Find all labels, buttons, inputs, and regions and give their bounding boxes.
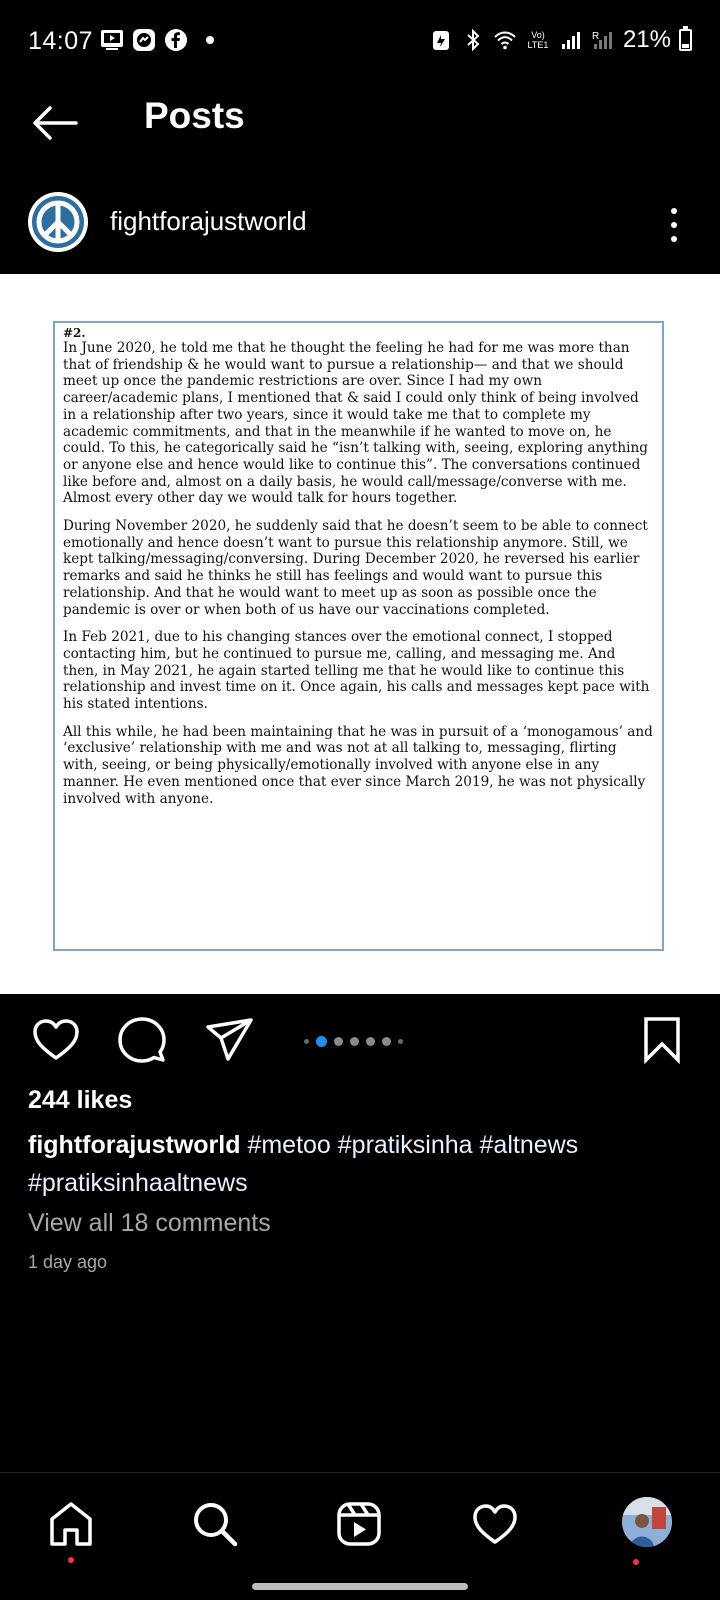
dot (671, 222, 677, 228)
dot (671, 236, 677, 242)
reels-icon[interactable] (334, 1499, 384, 1549)
signal-strength-icon (559, 28, 583, 52)
battery-fill (682, 44, 689, 48)
battery-saver-icon (429, 28, 453, 52)
dot (671, 208, 677, 214)
bluetooth-icon (461, 28, 485, 52)
profile-notification-dot (633, 1559, 639, 1565)
search-icon[interactable] (190, 1499, 240, 1549)
carousel-dot (382, 1037, 391, 1046)
profile-photo (622, 1497, 672, 1547)
carousel-dot (334, 1037, 343, 1046)
carousel-dot (398, 1039, 403, 1044)
post-timestamp: 1 day ago (28, 1252, 108, 1272)
roaming-signal-icon (591, 28, 615, 52)
post-caption (28, 1126, 698, 1202)
svg-text:R: R (591, 31, 600, 42)
page-title: Posts (144, 95, 245, 136)
caption-username[interactable]: fightforajustworld (28, 1131, 241, 1159)
facebook-icon (164, 28, 188, 52)
document-heading: #2. (63, 326, 86, 340)
bookmark-icon[interactable] (638, 1014, 690, 1066)
wifi-icon (493, 28, 517, 52)
document-excerpt (53, 321, 664, 951)
document-paragraph: In June 2020, he told me that he thought the feeling he had for me was more than that of friendship & he would want to pursue a relationship— and that we should meet up once the pandemic restrictions are over. Since I had my own career/academic plans, I mentioned that & said I could only think of being involved in a relationship after two years, since it would take me that to complete my academic commitments, and that in the meanwhile if he wanted to move on, he could. To this, he categorically said he “isn’t talking with, seeing, exploring anything or anyone else and hence would like to continue this”. The conversations continued like before and, almost on a daily basis, he would call/message/converse with me. Almost every other day we would talk for hours together. (63, 340, 648, 507)
author-username[interactable]: fightforajustworld (110, 206, 307, 236)
notification-icons (100, 28, 214, 52)
view-comments-link[interactable]: View all 18 comments (28, 1209, 271, 1237)
system-status-icons (429, 26, 692, 54)
author-avatar[interactable] (28, 192, 88, 252)
activity-heart-icon[interactable] (470, 1499, 520, 1549)
document-paragraph: In Feb 2021, due to his changing stances over the emotional connect, I stopped contacting him, but he continued to pursue me, calling, and messaging me. And then, in May 2021, he again started telling me that he would like to continue this relationship and invest time on it. Once again, his calls and messages kept pace with his stated intentions. (63, 629, 650, 713)
battery-icon (679, 29, 692, 51)
messenger-app-icon (132, 28, 156, 52)
document-paragraph: All this while, he had been maintaining that he was in pursuit of a ‘monogamous’ and ‘exclusive’ relationship with me and was not at all talking to, messaging, flirting with, seeing, or being physically/emotionally involved with anyone else in any manner. He even mentioned once that ever since March 2019, he was not physically involved with anyone. (63, 723, 653, 807)
volte-label: Vo) LTE1 (527, 30, 549, 50)
post-author-row (0, 184, 720, 274)
gesture-home-indicator[interactable] (252, 1583, 468, 1590)
bottom-navigation (0, 1472, 720, 1572)
screen-cast-icon (100, 28, 124, 52)
carousel-dot-active (316, 1036, 327, 1047)
home-icon[interactable] (46, 1499, 96, 1549)
status-bar (0, 0, 720, 84)
top-app-bar (0, 84, 720, 184)
carousel-dot (366, 1037, 375, 1046)
post-action-bar (0, 994, 720, 1084)
more-notifications-dot (206, 36, 214, 44)
carousel-dot (350, 1037, 359, 1046)
battery-percentage: 21% (622, 26, 671, 53)
paper-plane-icon[interactable] (204, 1014, 256, 1066)
status-time: 14:07 (28, 27, 94, 55)
profile-avatar[interactable] (622, 1497, 672, 1547)
speech-bubble-icon[interactable] (116, 1014, 168, 1066)
vertical-dots-icon[interactable] (668, 208, 680, 242)
arrow-left-icon[interactable] (30, 98, 80, 148)
likes-count[interactable]: 244 likes (28, 1086, 133, 1114)
caption-hashtags[interactable]: #metoo #pratiksinha #altnews #pratiksinhaaltnews (28, 1131, 579, 1197)
post-image[interactable] (0, 274, 720, 994)
heart-icon[interactable] (30, 1014, 82, 1066)
carousel-dot (304, 1039, 309, 1044)
home-notification-dot (68, 1557, 74, 1563)
carousel-indicator (304, 1036, 403, 1047)
document-paragraph: During November 2020, he suddenly said that he doesn’t seem to be able to connect emotionally and hence doesn’t want to pursue this relationship anymore. Still, we kept talking/messaging/conversing. During December 2020, he reversed his earlier remarks and said he thinks he still has feelings and would want to pursue this relationship. And that he would want to meet up as soon as possible once the pandemic is over or when both of us have our vaccinations completed. (63, 518, 648, 618)
